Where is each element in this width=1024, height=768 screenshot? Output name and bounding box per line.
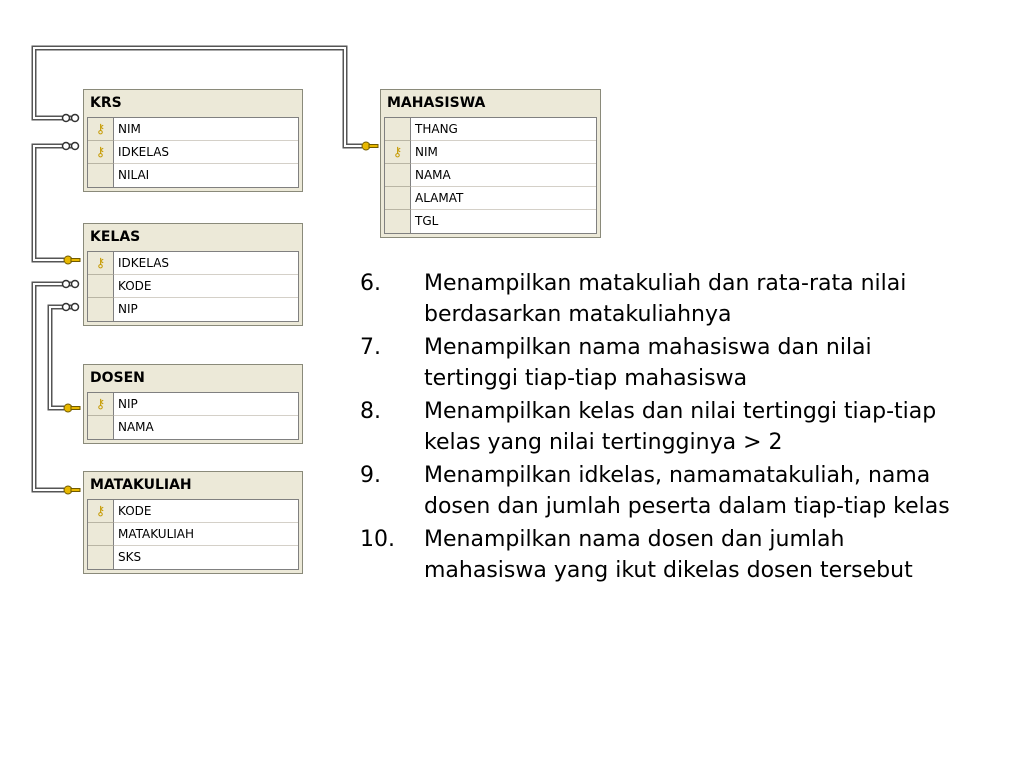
primary-key-icon: ⚷ [88, 118, 114, 141]
field-list [87, 117, 299, 188]
row-selector [385, 187, 411, 210]
list-item [360, 460, 980, 522]
field-list [87, 499, 299, 570]
field-row[interactable] [88, 275, 298, 298]
one-end-key-icon [64, 256, 80, 264]
row-selector [385, 118, 411, 141]
field-row[interactable] [88, 141, 298, 164]
primary-key-icon: ⚷ [385, 141, 411, 164]
field-name: KODE [114, 275, 298, 298]
field-row[interactable] [88, 252, 298, 275]
primary-key-icon: ⚷ [88, 252, 114, 275]
field-row[interactable] [385, 187, 596, 210]
item-number: 9. [360, 463, 381, 488]
field-row[interactable] [385, 164, 596, 187]
field-row[interactable] [88, 416, 298, 439]
field-row[interactable] [88, 118, 298, 141]
table-title: KELAS [90, 229, 141, 245]
table-title: MATAKULIAH [90, 477, 192, 493]
item-text: Menampilkan nama mahasiswa dan nilai tertinggi tiap-tiap mahasiswa [424, 335, 872, 391]
field-name: MATAKULIAH [114, 523, 298, 546]
field-row[interactable] [385, 118, 596, 141]
list-item [360, 524, 980, 586]
field-row[interactable] [88, 393, 298, 416]
field-name: NIM [114, 118, 298, 141]
table-dosen[interactable] [83, 364, 303, 444]
item-text: Menampilkan idkelas, namamatakuliah, nama dosen dan jumlah peserta dalam tiap-tiap kelas [424, 463, 950, 519]
item-number: 6. [360, 271, 381, 296]
row-selector [88, 275, 114, 298]
field-row[interactable] [88, 298, 298, 321]
field-name: IDKELAS [114, 141, 298, 164]
primary-key-icon: ⚷ [88, 500, 114, 523]
row-selector [385, 164, 411, 187]
list-item [360, 268, 980, 330]
row-selector [88, 523, 114, 546]
question-list [360, 268, 980, 588]
field-name: NAMA [118, 420, 154, 434]
table-krs[interactable] [83, 89, 303, 192]
field-name: SKS [118, 550, 142, 564]
field-name: NIP [114, 393, 298, 416]
field-row[interactable] [385, 210, 596, 233]
table-mahasiswa[interactable] [380, 89, 601, 238]
table-title: MAHASISWA [387, 95, 486, 111]
field-name: NAMA [411, 164, 596, 187]
field-list [87, 392, 299, 440]
field-list [87, 251, 299, 322]
row-selector [88, 164, 114, 187]
row-selector [88, 298, 114, 321]
primary-key-icon: ⚷ [88, 141, 114, 164]
item-number: 7. [360, 335, 381, 360]
table-title: DOSEN [90, 370, 145, 386]
field-name: THANG [411, 118, 596, 141]
field-name: NIP [118, 302, 138, 316]
list-item [360, 396, 980, 458]
field-row[interactable] [88, 164, 298, 187]
field-row[interactable] [385, 141, 596, 164]
field-name: ALAMAT [411, 187, 596, 210]
field-name: NILAI [118, 168, 150, 182]
row-selector [88, 546, 114, 569]
item-text: Menampilkan kelas dan nilai tertinggi tiap-tiap kelas yang nilai tertingginya > 2 [424, 399, 937, 455]
field-name: TGL [415, 214, 439, 228]
row-selector [88, 416, 114, 439]
field-row[interactable] [88, 523, 298, 546]
field-name: IDKELAS [114, 252, 298, 275]
one-end-key-icon [362, 142, 378, 150]
field-name: KODE [114, 500, 298, 523]
relationship-line-kelas-dosen [50, 307, 72, 408]
item-text: Menampilkan matakuliah dan rata-rata nilai berdasarkan matakuliahnya [424, 271, 907, 327]
field-name: NIM [411, 141, 596, 164]
one-end-key-icon [64, 404, 80, 412]
table-title: KRS [90, 95, 122, 111]
field-list [384, 117, 597, 234]
table-matakuliah[interactable] [83, 471, 303, 574]
relationship-line-kelas-matakuliah [34, 284, 72, 490]
row-selector [385, 210, 411, 233]
field-row[interactable] [88, 500, 298, 523]
one-end-key-icon [64, 486, 80, 494]
list-item [360, 332, 980, 394]
item-text: Menampilkan nama dosen dan jumlah mahasiswa yang ikut dikelas dosen tersebut [424, 527, 913, 583]
primary-key-icon: ⚷ [88, 393, 114, 416]
relationship-line-krs-kelas [34, 146, 72, 260]
table-kelas[interactable] [83, 223, 303, 326]
item-number: 8. [360, 399, 381, 424]
field-row[interactable] [88, 546, 298, 569]
item-number: 10. [360, 527, 395, 552]
